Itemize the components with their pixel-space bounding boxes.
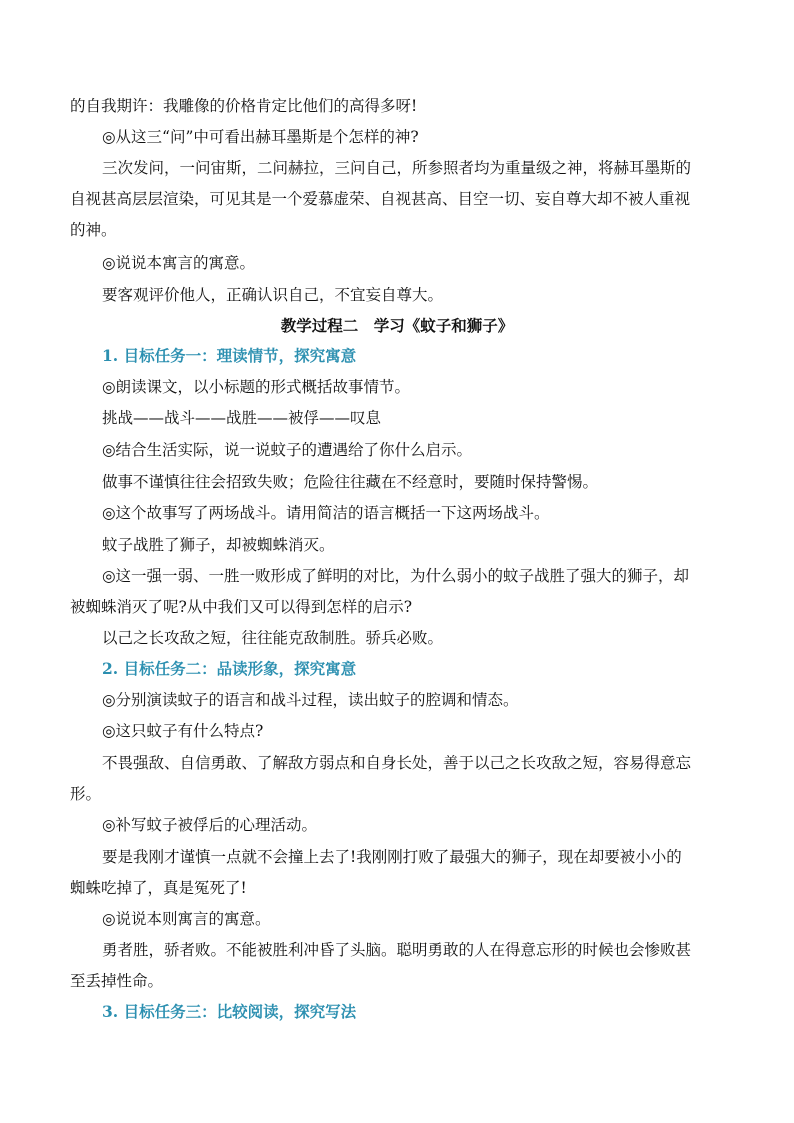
- question-line: ◎从这三“问”中可看出赫耳墨斯是个怎样的神?: [102, 128, 419, 146]
- question-line: 被蜘蛛消灭了呢?从中我们又可以得到怎样的启示?: [70, 598, 413, 616]
- answer-line: 要是我刚才谨慎一点就不会撞上去了!我刚刚打败了最强大的狮子，现在却要被小小的: [102, 848, 682, 866]
- answer-line: 挑战——战斗——战胜——被俘——叹息: [102, 409, 382, 427]
- answer-line: 至丢掉性命。: [70, 972, 164, 990]
- question-line: ◎分别演读蚊子的语言和战斗过程，读出蚊子的腔调和情态。: [102, 691, 519, 709]
- task-heading-2: 2. 目标任务二：品读形象，探究寓意: [102, 659, 357, 678]
- paragraph-line: 的自我期许：我雕像的价格肯定比他们的高得多呀!: [70, 97, 418, 115]
- answer-line: 形。: [70, 785, 102, 803]
- answer-line: 三次发问，一问宙斯，二问赫拉，三问自己，所参照者均为重量级之神，将赫耳墨斯的: [102, 159, 692, 177]
- question-line: ◎这只蚊子有什么特点?: [102, 722, 264, 740]
- question-line: ◎说说本寓言的寓意。: [102, 254, 256, 272]
- answer-line: 做事不谨慎往往会招致失败；危险往往藏在不经意时，要随时保持警惕。: [102, 473, 599, 491]
- answer-line: 要客观评价他人，正确认识自己，不宜妄自尊大。: [102, 286, 444, 304]
- answer-line: 蜘蛛吃掉了，真是冤死了!: [70, 879, 247, 897]
- answer-line: 不畏强敌、自信勇敢、了解敌方弱点和自身长处，善于以己之长攻敌之短，容易得意忘: [102, 754, 692, 772]
- question-line: ◎这一强一弱、一胜一败形成了鲜明的对比，为什么弱小的蚊子战胜了强大的狮子，却: [102, 567, 690, 585]
- answer-line: 以己之长攻敌之短，往往能克敌制胜。骄兵必败。: [102, 629, 444, 647]
- question-line: ◎朗读课文，以小标题的形式概括故事情节。: [102, 378, 411, 396]
- question-line: ◎结合生活实际，说一说蚊子的遭遇给了你什么启示。: [102, 441, 473, 459]
- answer-line: 的神。: [70, 221, 117, 239]
- question-line: ◎补写蚊子被俘后的心理活动。: [102, 816, 318, 834]
- answer-line: 蚊子战胜了狮子，却被蜘蛛消灭。: [102, 536, 335, 554]
- task-heading-3: 3. 目标任务三：比较阅读，探究写法: [102, 1002, 357, 1021]
- section-heading: 教学过程二 学习《蚊子和狮子》: [280, 316, 514, 335]
- answer-line: 自视甚高层层渲染，可见其是一个爱慕虚荣、自视甚高、目空一切、妄自尊大却不被人重视: [70, 190, 691, 208]
- question-line: ◎说说本则寓言的寓意。: [102, 910, 271, 928]
- question-line: ◎这个故事写了两场战斗。请用简洁的语言概括一下这两场战斗。: [102, 504, 550, 522]
- answer-line: 勇者胜，骄者败。不能被胜利冲昏了头脑。聪明勇敢的人在得意忘形的时候也会惨败甚: [102, 941, 692, 959]
- task-heading-1: 1. 目标任务一：理读情节，探究寓意: [102, 346, 357, 365]
